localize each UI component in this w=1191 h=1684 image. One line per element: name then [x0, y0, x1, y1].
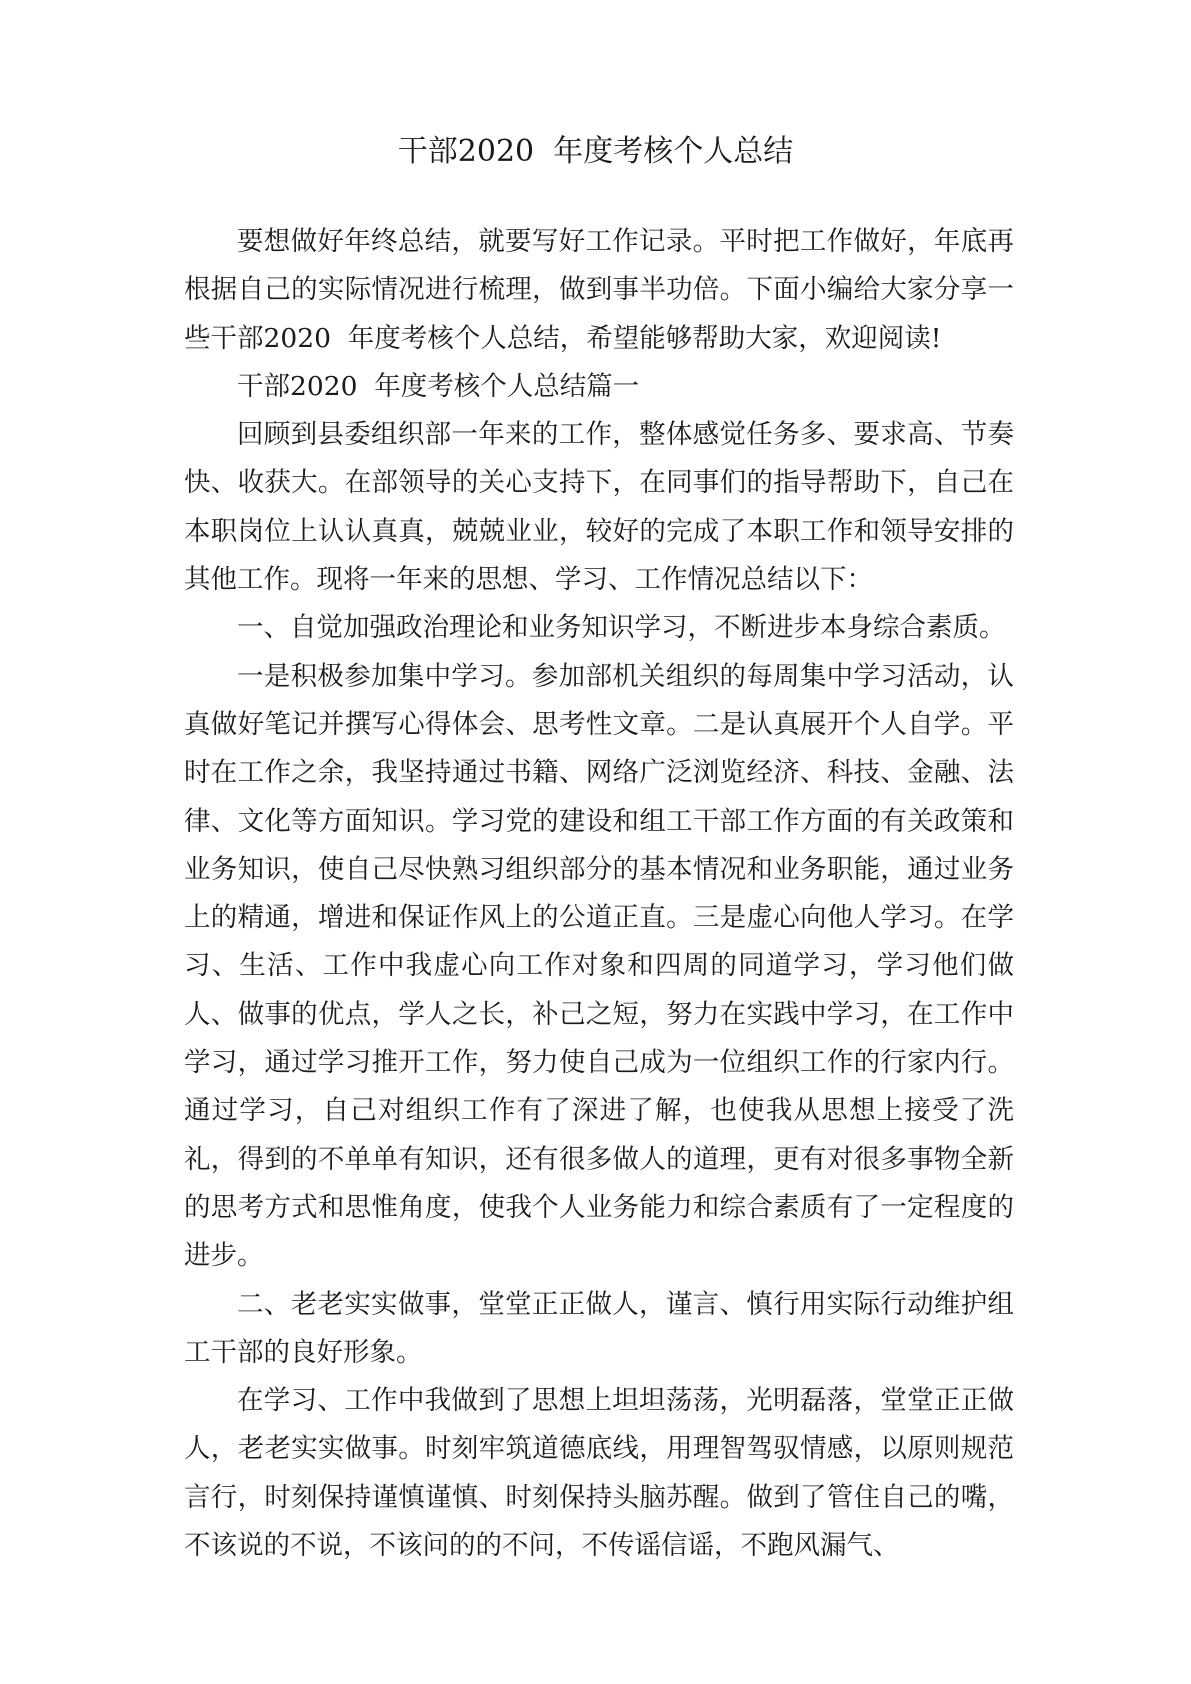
study-paragraph: 一是积极参加集中学习。参加部机关组织的每周集中学习活动，认真做好笔记并撰写心得体会、思考性文章。二是认真展开个人自学。平时在工作之余，我坚持通过书籍、网络广泛浏览经济、科技、金融、法律、文化等方面知识。学习党的建设和组工干部工作方面的有关政策和业务知识，使自己尽快熟习组织部分的基本情况和业务职能，通过业务上的精通，增进和保证作风上的公道正直。三是虚心向他人学习。在学习、生活、工作中我虚心向工作对象和四周的同道学习，学习他们做人、做事的优点，学人之长，补己之短，努力在实践中学习，在工作中学习，通过学习推开工作，努力使自己成为一位组织工作的行家内行。通过学习，自己对组织工作有了深进了解，也使我从思想上接受了洗礼，得到的不单单有知识，还有很多做人的道理，更有对很多事物全新的思考方式和思惟角度，使我个人业务能力和综合素质有了一定程度的进步。	[184, 660, 1014, 1272]
section-heading-one: 一、自觉加强政治理论和业务知识学习，不断进步本身综合素质。	[237, 612, 1006, 644]
document-title: 干部2020 年度考核个人总结	[397, 134, 794, 169]
section-heading-part-one: 干部2020 年度考核个人总结篇一	[237, 370, 640, 402]
document-body	[184, 218, 1014, 1570]
review-paragraph: 回顾到县委组织部一年来的工作，整体感觉任务多、要求高、节奏快、收获大。在部领导的关心支持下，在同事们的指导帮助下，自己在本职岗位上认认真真，兢兢业业，较好的完成了本职工作和领导安排的其他工作。现将一年来的思想、学习、工作情况总结以下：	[184, 419, 1014, 596]
conduct-paragraph: 在学习、工作中我做到了思想上坦坦荡荡，光明磊落，堂堂正正做人，老老实实做事。时刻牢筑道德底线，用理智驾驭情感，以原则规范言行，时刻保持谨慎谨慎、时刻保持头脑苏醒。做到了管住自己的嘴，不该说的不说，不该问的的不问，不传谣信谣，不跑风漏气、	[184, 1385, 1014, 1562]
intro-paragraph: 要想做好年终总结，就要写好工作记录。平时把工作做好，年底再根据自己的实际情况进行梳理，做到事半功倍。下面小编给大家分享一些干部2020 年度考核个人总结，希望能够帮助大家，欢迎阅读!	[184, 226, 1014, 354]
section-heading-two: 二、老老实实做事，堂堂正正做人，谨言、慎行用实际行动维护组工干部的良好形象。	[184, 1288, 1014, 1368]
